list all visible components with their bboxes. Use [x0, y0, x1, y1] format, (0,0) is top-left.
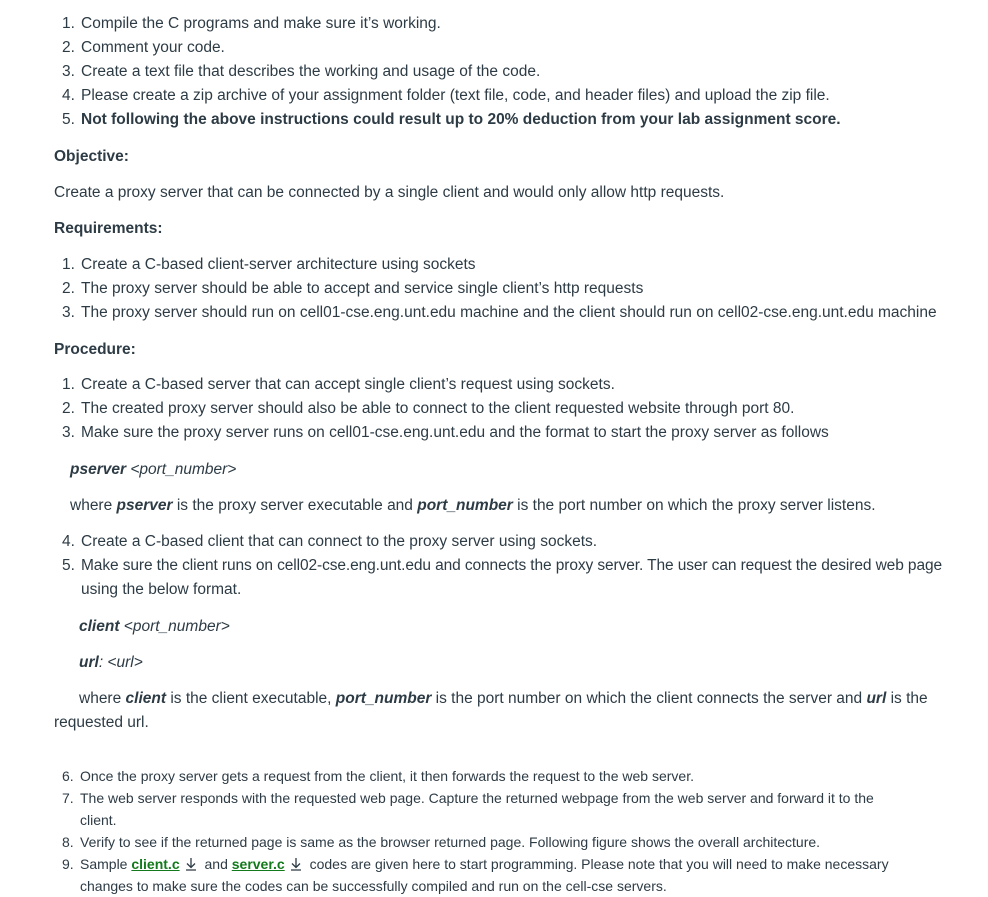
list-item: 1. Create a C-based server that can accept single client’s request using sockets. [62, 376, 615, 393]
list-item: 6. Once the proxy server gets a request from the client, it then forwards the request to the web server. [62, 768, 694, 784]
url-usage: url: <url> [79, 654, 143, 671]
objective-heading: Objective: [54, 148, 129, 165]
list-item: 3. The proxy server should run on cell01-cse.eng.unt.edu machine and the client should run on cell02-cse.eng.unt.edu machine [62, 304, 937, 321]
objective-text: Create a proxy server that can be connected by a single client and would only allow http requests. [54, 184, 725, 201]
download-icon[interactable] [289, 855, 303, 869]
client-c-link[interactable]: client.c [131, 856, 180, 872]
pserver-usage: pserver <port_number> [70, 461, 237, 478]
deduction-warning: Not following the above instructions could result up to 20% deduction from your lab assignment score. [81, 111, 841, 128]
client-description-continuation: requested url. [54, 714, 149, 731]
list-item: 4. Create a C-based client that can connect to the proxy server using sockets. [62, 533, 598, 550]
procedure-heading: Procedure: [54, 341, 136, 358]
list-item: 9. Sample client.c and server.c codes are given here to start programming. Please note that you will need to make necessary [62, 856, 889, 872]
list-item: 4. Please create a zip archive of your assignment folder (text file, code, and header files) and upload the zip file. [62, 87, 830, 104]
list-item: 2. The created proxy server should also be able to connect to the client requested website through port 80. [62, 400, 795, 417]
list-item: 2. Comment your code. [62, 39, 225, 56]
list-item: 5. Not following the above instructions could result up to 20% deduction from your lab assignment score. [62, 111, 841, 128]
list-item: 1. Compile the C programs and make sure it’s working. [62, 15, 441, 32]
pserver-description: where pserver is the proxy server executable and port_number is the port number on which the proxy server listens. [70, 497, 876, 514]
list-item-continuation: using the below format. [81, 581, 242, 598]
download-icon[interactable] [184, 855, 198, 869]
list-item: 8. Verify to see if the returned page is same as the browser returned page. Following figure shows the overall architecture. [62, 834, 821, 850]
list-item: 7. The web server responds with the requested web page. Capture the returned webpage from the web server and forward it to the [62, 790, 874, 806]
client-description: where client is the client executable, port_number is the port number on which the client connects the server and url is the [79, 690, 928, 707]
server-c-link[interactable]: server.c [231, 856, 285, 872]
list-item: 5. Make sure the client runs on cell02-cse.eng.unt.edu and connects the proxy server. The user can request the desired web page [62, 557, 943, 574]
client-usage: client <port_number> [79, 618, 230, 635]
list-item: 3. Make sure the proxy server runs on cell01-cse.eng.unt.edu and the format to start the proxy server as follows [62, 424, 829, 441]
list-item-continuation: client. [80, 812, 117, 828]
list-item: 2. The proxy server should be able to accept and service single client’s http requests [62, 280, 644, 297]
list-item: 3. Create a text file that describes the working and usage of the code. [62, 63, 541, 80]
list-item: 1. Create a C-based client-server architecture using sockets [62, 256, 476, 273]
list-item-continuation: changes to make sure the codes can be successfully compiled and run on the cell-cse servers. [80, 878, 667, 894]
requirements-heading: Requirements: [54, 220, 163, 237]
